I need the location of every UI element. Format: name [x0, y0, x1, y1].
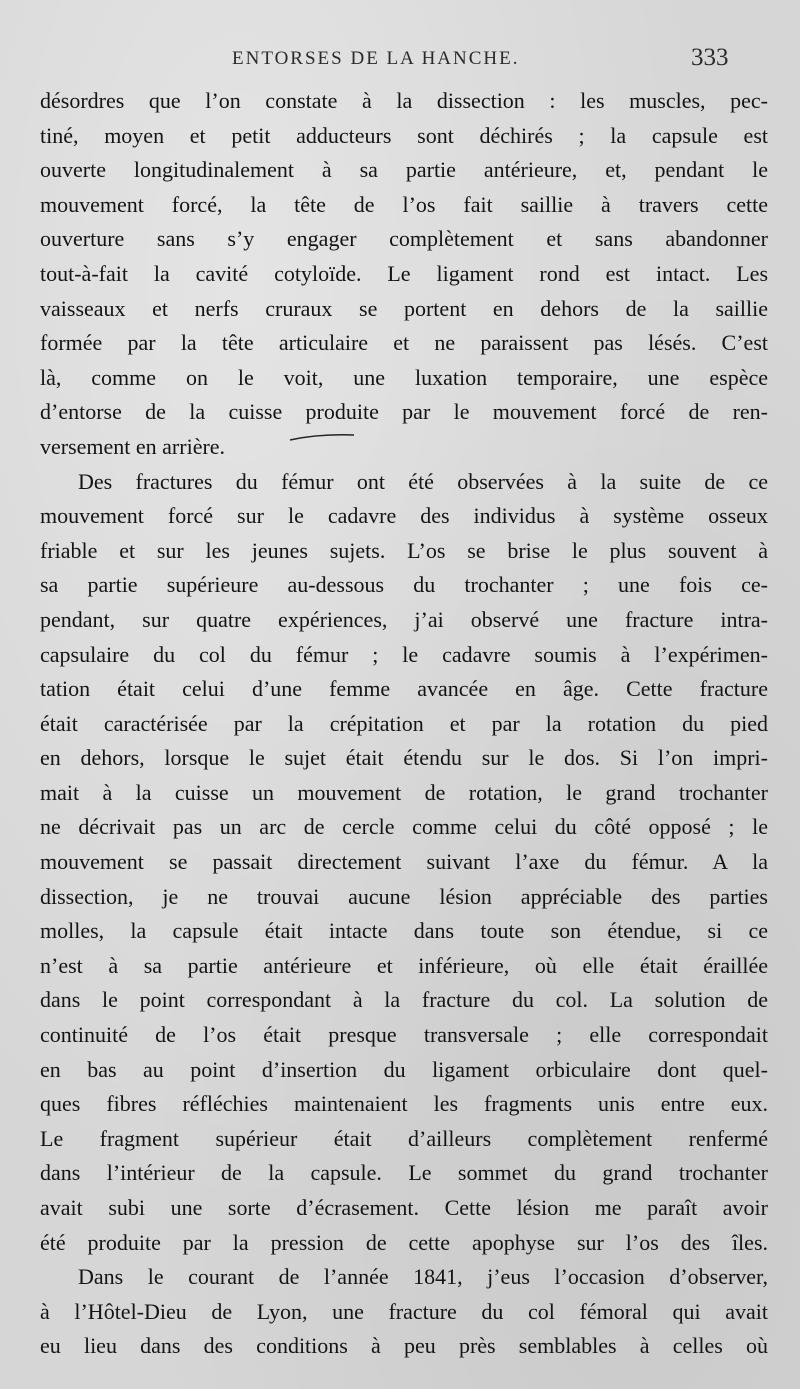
text-line: d’entorse de la cuisse produite par le mouvement forcé de ren- — [40, 399, 768, 425]
text-line: mouvement forcé sur le cadavre des individus à système osseux — [40, 503, 768, 529]
page-header — [0, 44, 800, 74]
text-line: formée par la tête articulaire et ne paraissent pas lésés. C’est — [40, 330, 768, 356]
text-line: mait à la cuisse un mouvement de rotation, le grand trochanter — [40, 779, 768, 805]
text-line: molles, la capsule était intacte dans toute son étendue, si ce — [40, 918, 768, 944]
text-line: dans l’intérieur de la capsule. Le sommet du grand trochanter — [40, 1160, 768, 1186]
text-line: ouverte longitudinalement à sa partie antérieure, et, pendant le — [40, 157, 768, 183]
text-line: mouvement se passait directement suivant l’axe du fémur. A la — [40, 849, 768, 875]
running-title: ENTORSES DE LA HANCHE. — [232, 48, 520, 69]
text-line: en bas au point d’insertion du ligament orbiculaire dont quel- — [40, 1056, 768, 1082]
text-line: là, comme on le voit, une luxation temporaire, une espèce — [40, 364, 768, 390]
text-line: en dehors, lorsque le sujet était étendu sur le dos. Si l’on impri- — [40, 745, 768, 771]
text-line: versement en arrière. — [40, 433, 226, 459]
text-line: avait subi une sorte d’écrasement. Cette lésion me paraît avoir — [40, 1195, 768, 1220]
text-line: n’est à sa partie antérieure et inférieure, où elle était éraillée — [40, 952, 768, 978]
text-line: à l’Hôtel-Dieu de Lyon, une fracture du col fémoral qui avait — [40, 1298, 768, 1324]
pen-stroke-mark — [288, 432, 356, 442]
paragraph-2 — [40, 465, 768, 1261]
text-line: vaisseaux et nerfs cruraux se portent en dehors de la saillie — [40, 295, 768, 321]
text-line: capsulaire du col du fémur ; le cadavre soumis à l’expérimen- — [40, 641, 768, 667]
text-line: continuité de l’os était presque transversale ; elle correspondait — [40, 1022, 768, 1048]
paragraph-1 — [40, 84, 768, 465]
text-line: dans le point correspondant à la fracture du col. La solution de — [40, 987, 768, 1013]
page-number: 333 — [691, 44, 729, 71]
text-line: tation était celui d’une femme avancée en âge. Cette fracture — [40, 676, 768, 702]
text-line: Dans le courant de l’année 1841, j’eus l’occasion d’observer, — [78, 1264, 768, 1290]
paragraph-3 — [40, 1260, 768, 1364]
text-line: ne décrivait pas un arc de cercle comme celui du côté opposé ; le — [40, 814, 768, 840]
text-line: Des fractures du fémur ont été observées à la suite de ce — [78, 468, 768, 494]
text-line: ques fibres réfléchies maintenaient les fragments unis entre eux. — [40, 1091, 768, 1117]
text-line: friable et sur les jeunes sujets. L’os se brise le plus souvent à — [40, 537, 768, 563]
text-line: eu lieu dans des conditions à peu près semblables à celles où — [40, 1333, 768, 1359]
text-line: tiné, moyen et petit adducteurs sont déchirés ; la capsule est — [40, 122, 768, 148]
text-line: était caractérisée par la crépitation et par la rotation du pied — [40, 710, 768, 736]
text-line: pendant, sur quatre expériences, j’ai observé une fracture intra- — [40, 606, 768, 632]
text-line: dissection, je ne trouvai aucune lésion appréciable des parties — [40, 883, 768, 909]
body-text — [40, 84, 768, 1364]
text-line: sa partie supérieure au-dessous du trochanter ; une fois ce- — [40, 572, 768, 598]
text-line: mouvement forcé, la tête de l’os fait saillie à travers cette — [40, 191, 768, 217]
text-line: été produite par la pression de cette apophyse sur l’os des îles. — [40, 1229, 768, 1255]
text-line: Le fragment supérieur était d’ailleurs complètement renfermé — [40, 1125, 768, 1151]
text-line: désordres que l’on constate à la dissection : les muscles, pec- — [40, 88, 768, 113]
text-line: ouverture sans s’y engager complètement et sans abandonner — [40, 226, 768, 252]
text-line: tout-à-fait la cavité cotyloïde. Le ligament rond est intact. Les — [40, 260, 768, 286]
